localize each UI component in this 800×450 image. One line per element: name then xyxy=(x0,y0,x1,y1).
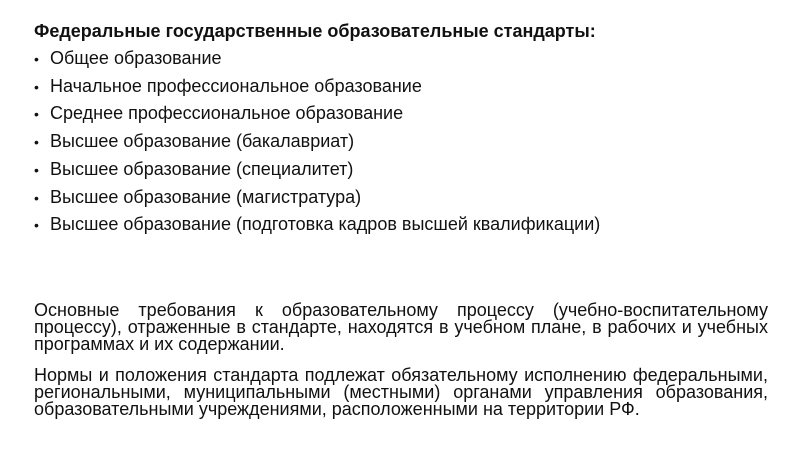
list-item xyxy=(34,45,600,73)
bullet-icon: • xyxy=(34,189,39,206)
list-item xyxy=(34,184,600,212)
list-item-text: Высшее образование (подготовка кадров высшей квалификации) xyxy=(50,214,601,235)
bullet-icon: • xyxy=(34,217,39,234)
requirements-paragraph: Основные требования к образовательному процессу (учебно-воспитательному процессу), отраженные в стандарте, находятся в учебном плане, в рабочих и учебных программах и их содержании. xyxy=(34,300,768,354)
bullet-icon: • xyxy=(34,134,39,151)
list-item-text: Высшее образование (магистратура) xyxy=(50,186,362,207)
list-item-text: Высшее образование (специалитет) xyxy=(50,158,354,179)
bullet-icon: • xyxy=(34,106,39,123)
norms-paragraph: Нормы и положения стандарта подлежат обязательному исполнению федеральными, региональными, муниципальными (местными) органами управления образования, образовательными учреждениями, расположенными на территории РФ. xyxy=(34,365,768,419)
list-item xyxy=(34,73,600,101)
bullet-icon: • xyxy=(34,161,39,178)
education-levels-list xyxy=(34,45,600,239)
bullet-icon: • xyxy=(34,78,39,95)
list-item xyxy=(34,156,600,184)
list-item xyxy=(34,128,600,156)
list-item-text: Высшее образование (бакалавриат) xyxy=(50,131,355,152)
list-item xyxy=(34,100,600,128)
list-item-text: Среднее профессиональное образование xyxy=(50,103,404,124)
slide-heading xyxy=(34,19,596,43)
heading-text: Федеральные государственные образовательные стандарты xyxy=(34,21,590,41)
bullet-icon: • xyxy=(34,51,39,67)
list-item-text: Общее образование xyxy=(50,48,222,68)
heading-colon: : xyxy=(589,21,596,41)
list-item xyxy=(34,211,600,239)
list-item-text: Начальное профессиональное образование xyxy=(50,75,422,96)
